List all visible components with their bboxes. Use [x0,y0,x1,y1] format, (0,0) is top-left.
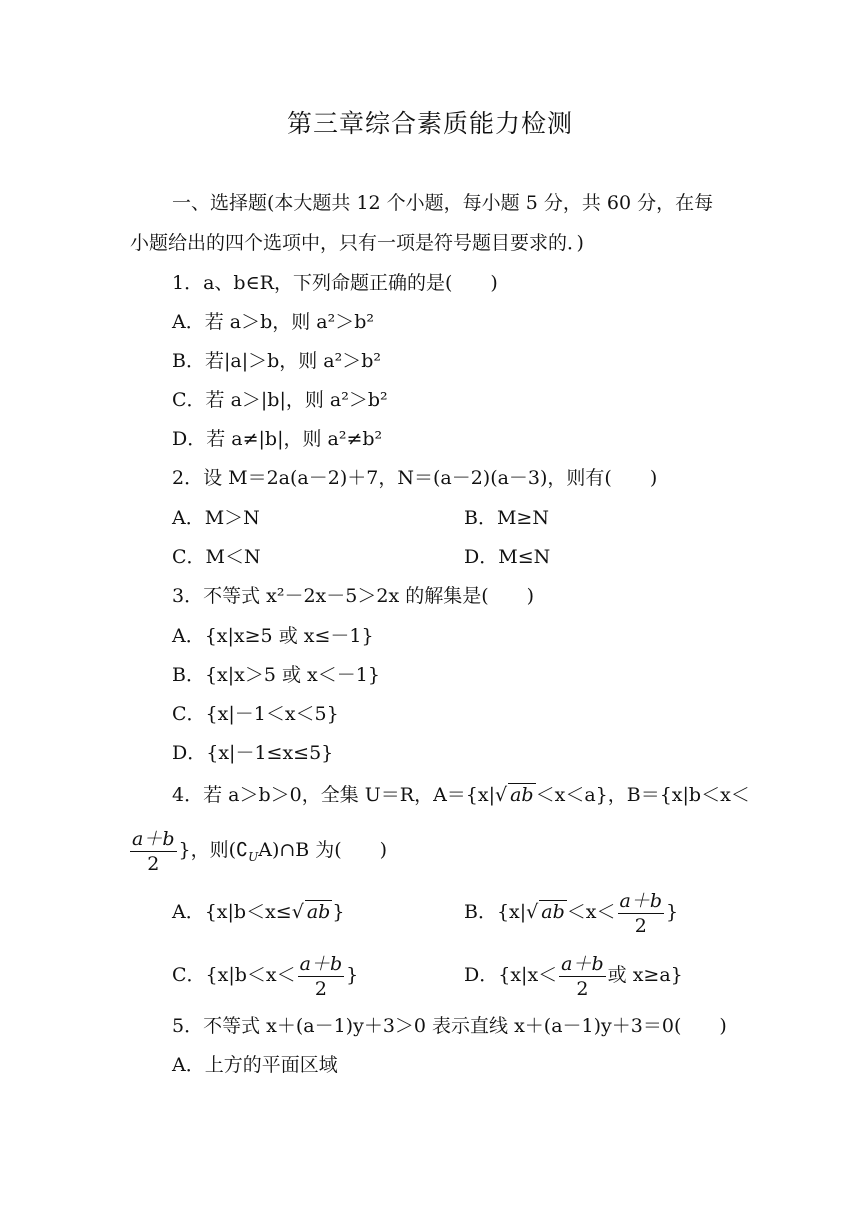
q4-stem-part4: A)∩B 为( ) [258,839,388,861]
question-3-option-b: B．{x|x＞5 或 x＜－1} [172,664,380,686]
q4-stem-part1: 4．若 a＞b＞0，全集 U＝R，A＝{x| [172,784,495,806]
question-5-stem: 5．不等式 x＋(a－1)y＋3＞0 表示直线 x＋(a－1)y＋3＝0( ) [172,1015,727,1037]
question-2-option-a: A．M＞N [172,507,260,529]
question-3-option-a: A．{x|x≥5 或 x≤－1} [172,625,374,647]
page-title: 第三章综合素质能力检测 [286,109,573,138]
q4-stem-sub: U [248,849,259,864]
q4-stem-part2: ＜x＜a}，B＝{x|b＜x＜ [535,784,750,806]
question-3-stem: 3．不等式 x²－2x－5＞2x 的解集是( ) [172,585,535,607]
question-4-stem-line1: 4．若 a＞b＞0，全集 U＝R，A＝{x|√ ab ＜x＜a}，B＝{x|b＜x＜ [172,784,750,806]
question-4-option-b: B．{x|√ ab ＜x＜ $\frac{a+b}{2}$ } [464,889,679,937]
question-4-option-d: D．{x|x＜ $\frac{a+b}{2}$ 或 x≥a} [464,952,683,1000]
question-1-option-b: B．若|a|＞b，则 a²＞b² [172,350,382,372]
question-4-option-c: C．{x|b＜x＜ $\frac{a+b}{2}$ } [172,952,359,1000]
question-2-option-c: C．M＜N [172,546,261,568]
section-heading-line1: 一、选择题(本大题共 12 个小题，每小题 5 分，共 60 分，在每 [172,192,714,214]
question-4-option-a: A．{x|b＜x≤√ ab } [172,901,345,923]
question-2-stem: 2．设 M＝2a(a－2)＋7，N＝(a－2)(a－3)，则有( ) [172,467,658,489]
q4-stem-sqrt: ab [510,784,534,806]
question-2-option-d: D．M≤N [464,546,551,568]
question-4-stem-line2 [128,822,387,878]
question-5-option-a: A．上方的平面区域 [172,1054,338,1076]
question-1-option-d: D．若 a≠|b|，则 a²≠b² [172,428,383,450]
question-3-option-c: C．{x|－1＜x＜5} [172,703,339,725]
question-3-option-d: D．{x|－1≤x≤5} [172,742,334,764]
question-1-option-a: A．若 a＞b，则 a²＞b² [172,311,375,333]
q4-stem-part3: }，则(∁ [178,839,249,861]
question-2-option-b: B．M≥N [464,507,549,529]
section-heading-line2: 小题给出的四个选项中，只有一项是符号题目要求的．) [130,232,584,254]
question-1-option-c: C．若 a＞|b|，则 a²＞b² [172,389,388,411]
q4-stem-fraction: $\frac{a+b}{2}$ [132,827,175,875]
question-1-stem: 1．a、b∈R，下列命题正确的是( ) [172,272,498,294]
